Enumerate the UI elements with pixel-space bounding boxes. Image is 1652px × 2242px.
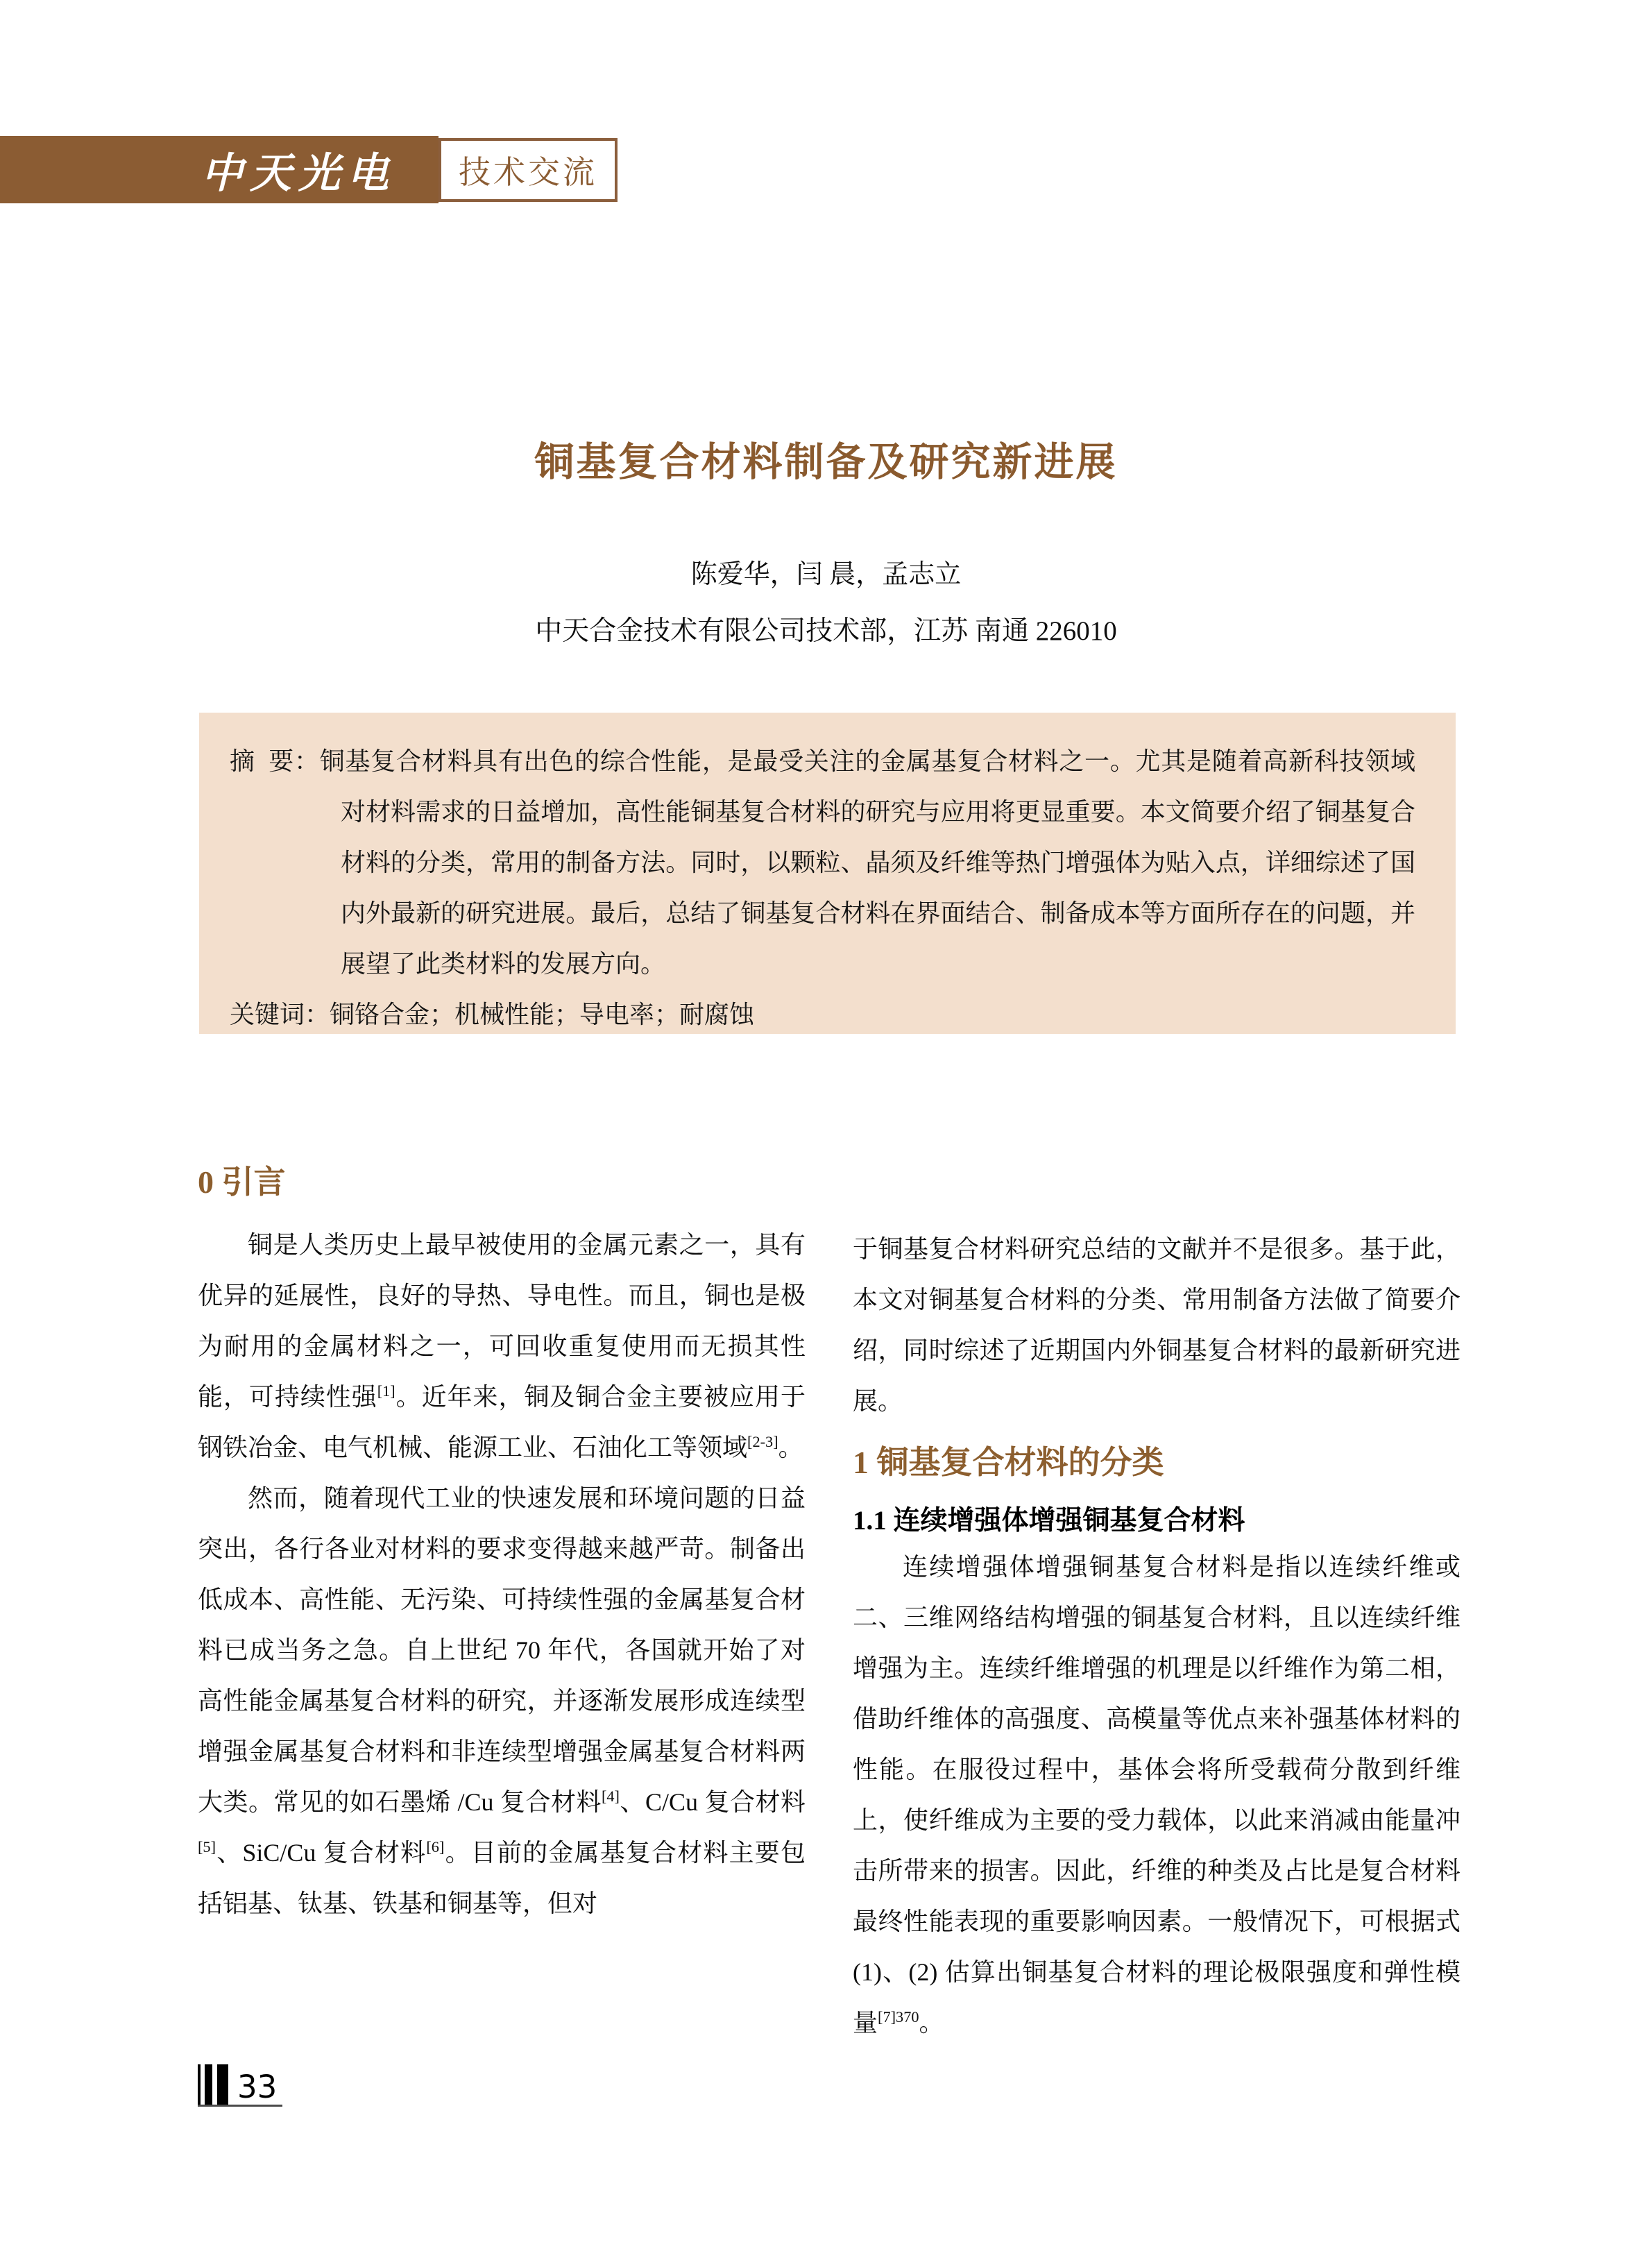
body-column-left xyxy=(198,1146,806,1929)
paragraph xyxy=(853,1224,1461,1427)
section-label-box xyxy=(438,138,618,202)
affiliation-line: 中天合金技术有限公司技术部，江苏 南通 226010 xyxy=(535,616,1117,646)
text-run: 于铜基复合材料研究总结的文献并不是很多。基于此，本文对铜基复合材料的分类、常用制备方法做了简要介绍，同时综述了近期国内外铜基复合材料的最新研究进展。 xyxy=(853,1235,1461,1415)
text-run: 。 xyxy=(919,2009,944,2037)
abstract-label: 摘 要： xyxy=(230,747,320,775)
paragraph xyxy=(198,1473,806,1929)
citation-superscript: [1] xyxy=(377,1382,395,1400)
citation-superscript: [5] xyxy=(198,1838,216,1855)
citation-superscript: [4] xyxy=(601,1787,620,1805)
keywords-block xyxy=(230,990,1415,1040)
abstract-box xyxy=(199,713,1456,1034)
text-run: 铜是人类历史上最早被使用的金属元素之一，具有优异的延展性，良好的导热、导电性。而且，铜也是极为耐用的金属材料之一，可回收重复使用而无损其性能，可持续性强 xyxy=(198,1231,806,1411)
subsection-heading: 1.1 连续增强体增强铜基复合材料 xyxy=(853,1506,1245,1536)
page-title: 铜基复合材料制备及研究新进展 xyxy=(534,441,1118,484)
page-number-marker xyxy=(198,2062,282,2107)
page-number: 33 xyxy=(237,2069,278,2105)
text-run: 。 xyxy=(778,1434,803,1461)
text-run: 。近年来，铜及铜合金主要被应用于钢铁冶金、电气机械、能源工业、石油化工等领域 xyxy=(198,1383,806,1461)
text-run: 、SiC/Cu 复合材料 xyxy=(216,1839,427,1867)
journal-logo: 中天光电 xyxy=(201,148,395,198)
body-column-right xyxy=(853,1224,1461,2048)
text-run: 然而，随着现代工业的快速发展和环境问题的日益突出，各行各业对材料的要求变得越来越严苛。制备出低成本、高性能、无污染、可持续性强的金属基复合材料已成当务之急。自上世纪 70 年代，各国就开始了对高性能金属基复合材料的研究，并逐渐发展形成连续型增强金属基复合材料和非连续型增强金属基复合材料两大类。常见的如石墨烯 /Cu 复合材料 xyxy=(198,1484,806,1816)
section-heading: 0 引言 xyxy=(198,1164,286,1200)
header-band xyxy=(0,136,438,203)
page-marker-bar-icon xyxy=(217,2064,228,2105)
page-marker-bar-icon xyxy=(205,2064,212,2105)
section-heading: 1 铜基复合材料的分类 xyxy=(853,1445,1164,1480)
citation-superscript: [7]370 xyxy=(878,2008,919,2026)
abstract-text-block xyxy=(230,736,1415,990)
keywords-label: 关键词： xyxy=(230,1001,330,1028)
paragraph xyxy=(853,1542,1461,2048)
section-label: 技术交流 xyxy=(459,155,597,190)
text-run: 、C/Cu 复合材料 xyxy=(620,1788,806,1816)
citation-superscript: [6] xyxy=(426,1838,445,1855)
page-marker-bar-icon xyxy=(198,2064,201,2105)
keywords-text: 铜铬合金；机械性能；导电率；耐腐蚀 xyxy=(330,1001,755,1028)
paragraph xyxy=(198,1220,806,1473)
citation-superscript: [2-3] xyxy=(747,1433,778,1450)
text-run: 连续增强体增强铜基复合材料是指以连续纤维或二、三维网络结构增强的铜基复合材料，且以连续纤维增强为主。连续纤维增强的机理是以纤维作为第二相，借助纤维体的高强度、高模量等优点来补强基体材料的性能。在服役过程中，基体会将所受载荷分散到纤维上，使纤维成为主要的受力载体，以此来消减由能量冲击所带来的损害。因此，纤维的种类及占比是复合材料最终性能表现的重要影响因素。一般情况下，可根据式 (1)、(2) 估算出铜基复合材料的理论极限强度和弹性模量 xyxy=(853,1553,1461,2037)
abstract-text: 铜基复合材料具有出色的综合性能，是最受关注的金属基复合材料之一。尤其是随着高新科技领域对材料需求的日益增加，高性能铜基复合材料的研究与应用将更显重要。本文简要介绍了铜基复合材料的分类，常用的制备方法。同时，以颗粒、晶须及纤维等热门增强体为贴入点，详细综述了国内外最新的研究进展。最后，总结了铜基复合材料在界面结合、制备成本等方面所存在的问题，并展望了此类材料的发展方向。 xyxy=(319,747,1415,978)
authors-line: 陈爱华，闫 晨，孟志立 xyxy=(690,560,962,589)
text-run: 。目前的金属基复合材料主要包括铝基、钛基、铁基和铜基等，但对 xyxy=(198,1839,806,1917)
